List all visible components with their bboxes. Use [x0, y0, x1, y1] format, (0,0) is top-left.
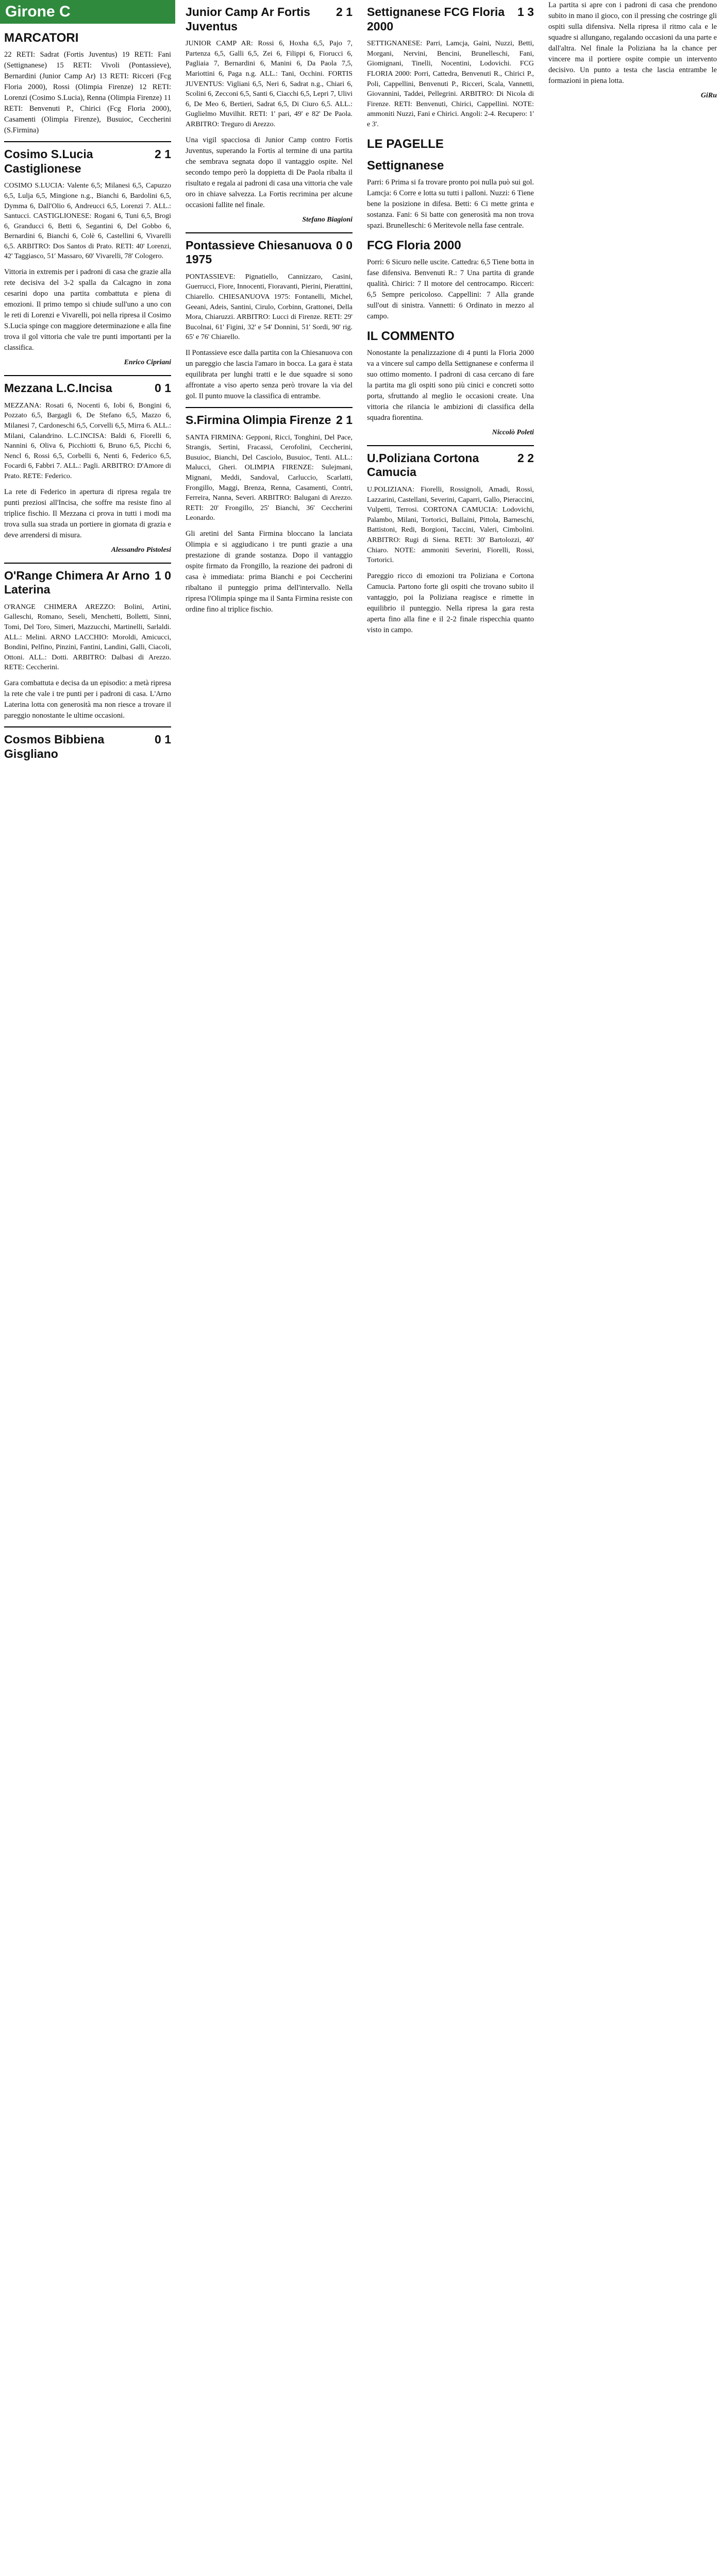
group-banner: Girone C	[0, 0, 175, 24]
match-sfirmina-olimpia	[186, 413, 353, 428]
match-report: Il Pontassieve esce dalla partita con la Chiesanuova con un pareggio che lascia l'amaro in bocca. La gara è stata equilibrata per lunghi tratti e le due squadre si sono affrontate a viso aperto senza però trovare la via del gol. Il punto muove la classifica di entrambe.	[186, 348, 353, 401]
match-lineup: MEZZANA: Rosati 6, Nocenti 6, Iobi 6, Bongini 6, Pozzato 6,5, Bargagli 6, De Stefano 6,5, Mazzo 6, Milanesi 7, Cardoneschi 6,5, Corvelli 6,5, Mirra 6. ALL.: Milani, Calandrino. L.C.INCISA: Baldi 6, Fiorelli 6, Nannini 6, Oliva 6, Picchiotti 6, Bruno 6,5, Picchi 6, Nencl 6, Rossi 6,5, Corbelli 6, Nenti 6, Federico 6,5, Focardi 6, Fabbri 7. ALL.: Pagli. ARBITRO: D'Amore di Prato. RETE: Federico.	[4, 401, 171, 480]
match-score: 1 3	[517, 5, 534, 19]
match-score: 1 0	[155, 568, 171, 582]
match-title: Mezzana L.C.Incisa	[4, 381, 112, 395]
author: Enrico Cipriani	[124, 359, 171, 367]
match-title: Cosimo S.Lucia Castiglionese	[4, 147, 93, 175]
match-title: S.Firmina Olimpia Firenze	[186, 413, 331, 427]
match-report: Una vigil spacciosa di Junior Camp contro Fortis Juventus, superando la Fortis al termine di una partita che sembrava segnata dopo il vantaggio ospite. Nel secondo tempo però la doppietta di De Paola ribalta il risultato e regala ai padroni di casa una vittoria che vale oro in chiave salvezza. La Fortis recrimina per alcune occasioni fallite nel finale.	[186, 135, 353, 209]
divider	[4, 726, 171, 727]
match-score: 2 1	[336, 413, 353, 427]
divider	[186, 407, 353, 408]
match-cosimo-castiglionese	[4, 147, 171, 176]
divider	[4, 375, 171, 376]
column-2	[181, 0, 357, 620]
match-title: O'Range Chimera Ar Arno Laterina	[4, 568, 150, 597]
match-orange-arno	[4, 569, 171, 597]
match-lineup: SETTIGNANESE: Parri, Lamcja, Gaini, Nuzzi, Betti, Morgani, Nervini, Bencini, Brunelleschi, Fani, Giomignani, Tinelli, Nocentini, Lodovichi. FCG FLORIA 2000: Porri, Cattedra, Benvenuti R., Chirici P., Poli, Cappellini, Benvenuti P., Ricceri, Scala, Vannetti, Giovannini, Taddei, Pellegrini. ARBITRO: Di Nicola di Firenze. RETI: Benvenuti, Chirici, Cappellini. NOTE: ammoniti Nuzzi, Fani e Chirici. Angoli: 2-4. Recupero: 1' e 3'.	[367, 40, 534, 128]
match-score: 0 1	[155, 733, 171, 747]
match-settignanese-floria	[367, 5, 534, 33]
match-lineup: COSIMO S.LUCIA: Valente 6,5; Milanesi 6,5, Capuzzo 6,5, Lulja 6,5, Mingione n.g., Bianchi 6, Bardolini 6,5, Dymma 6, Dall'Olio 6, Andreucci 6,5, Lorenzi 7. ALL.: Santucci. CASTIGLIONESE: Rogani 6, Tuni 6,5, Brogi 6, Granducci 6, Betti 6, Segantini 6, Del Gobbo 6, Bernardini 6, Bianchi 6, Colè 6, Castellini 6, Vivarelli 6,5. ARBITRO: Dos Santos di Prato. RETI: 40' Lorenzi, 42' Taggiasco, 51' Massaro, 60' Vivarelli, 78' Cologero.	[4, 182, 171, 261]
match-report: La partita si apre con i padroni di casa che prendono subito in mano il gioco, con il pressing che costringe gli ospiti sulla difensiva. Nella ripresa il ritmo cala e le squadre si allungano, regalando occasioni da una parte e dall'altra. Nel finale la Poliziana ha la chance per vincere ma il portiere ospite compie un intervento decisivo. Un punto a testa che lascia entrambe le formazioni in piena lotta.	[548, 1, 717, 86]
match-lineup: O'RANGE CHIMERA AREZZO: Bolini, Artini, Galleschi, Romano, Seseli, Menchetti, Bolletti, Sinni, Tomi, Del Toro, Simeri, Mazzucchi, Martinelli, Sarlaldi. ALL.: Melini. ARNO LACCHIO: Moroldi, Amicucci, Bondini, Pelfino, Pinzini, Fantini, Landini, Galli, Ciacoli, Ottoni. ALL.: Dotti. ARBITRO: Dalbasi di Arezzo. RETE: Ceccherini.	[4, 603, 171, 672]
match-lineup: U.POLIZIANA: Fiorelli, Rossignoli, Amadi, Rossi, Lazzarini, Castellani, Severini, Caparri, Gallo, Pieraccini, Vulpetti, Terrosi. CORTONA CAMUCIA: Lodovichi, Palambo, Milani, Tortorici, Bullaini, Pittola, Barneschi, Battistoni, Redi, Borgioni, Taccini, Valeri, Cimbolini. ARBITRO: Rugi di Siena. RETI: 30' Bartolozzi, 40' Chiaro. NOTE: ammoniti Severini, Fiorelli, Rossi, Tortorici.	[367, 486, 534, 565]
divider	[4, 141, 171, 142]
pagelle-team: Settignanese	[367, 158, 444, 173]
scorers-title: MARCATORI	[4, 31, 79, 45]
column-3	[363, 0, 538, 641]
divider	[367, 445, 534, 446]
match-junior-fortis	[186, 5, 353, 33]
match-poliziana-cortona	[367, 451, 534, 480]
match-score: 0 1	[155, 381, 171, 395]
match-lineup: SANTA FIRMINA: Gepponi, Ricci, Tonghini, Del Pace, Strangis, Sertini, Fracassi, Cerofolini, Ceccherini, Busuioc, Bianchi, Del Casciolo, Busuioc, Tenti. ALL.: Malucci, Gheri. OLIMPIA FIRENZE: Sulejmani, Mignani, Meddi, Sandoval, Carluccio, Scarlatti, Frongillo, Maggi, Brenza, Renna, Casamenti, Contri, Ferreira, Nanna, Severi. ARBITRO: Balugani di Arezzo. RETI: 20' Frongillo, 25' Bianchi, 36' Ceccherini Leonardo.	[186, 433, 353, 522]
match-lineup: JUNIOR CAMP AR: Rossi 6, Hoxha 6,5, Pajo 7, Partenza 6,5, Galli 6,5, Zei 6, Filippi 6, Fiorucci 6, Pagliaia 7, Bernardini 6, Manini 6, Da Paola 7,5, Mariottini 6, Paga n.g. ALL.: Tani, Occhini. FORTIS JUVENTUS: Vigliani 6,5, Neri 6, Sadrat n.g., Chiari 6, Scolini 6, Zecconi 6,5, Santi 6, Ciacchi 6,5, Lepri 7, Ulivi 6, De Meo 6, Bertieri, Sadrat 6,5, Di Ciuro 6,5. ALL.: Guglielmo Muvilhit. RETI: 1' pari, 49' e 82' De Paola. ARBITRO: Treguro di Arezzo.	[186, 40, 353, 128]
match-report: Gli aretini del Santa Firmina bloccano la lanciata Olimpia e si aggiudicano i tre punti grazie a una prestazione di grande sostanza. Dopo il vantaggio ospite firmato da Frongillo, la reazione dei padroni di casa è immediata: prima Bianchi e poi Ceccherini ribaltano il punteggio prima dell'intervallo. Nella ripresa l'Olimpia spinge ma il Santa Firmina resiste con ordine fino al triplice fischio.	[186, 530, 353, 614]
match-report: La rete di Federico in apertura di ripresa regala tre punti preziosi all'Incisa, che soffre ma resiste fino al triplice fischio. Il Mezzana ci prova in tutti i modi ma trova sulla sua strada un portiere in giornata di grazia e deve arrendersi di misura.	[4, 487, 171, 539]
match-score: 2 1	[336, 5, 353, 19]
divider	[186, 232, 353, 233]
match-title: Junior Camp Ar Fortis Juventus	[186, 5, 310, 33]
pagelle-title: LE PAGELLE	[367, 137, 444, 151]
match-title: Settignanese FCG Floria 2000	[367, 5, 505, 33]
divider	[4, 563, 171, 564]
column-1	[0, 0, 175, 766]
scorers-text: 22 RETI: Sadrat (Fortis Juventus) 19 RETI: Fani (Settignanese) 15 RETI: Vivoli (Pontassieve), Bernardini (Junior Camp Ar) 13 RETI: Ricceri (Fcg Floria 2000), Rossi (Olimpia Firenze) 12 RETI: Lorenzi (Cosimo S.Lucia), Renna (Olimpia Firenze) 11 RETI: Benvenuti P., Chirici (Fcg Floria 2000), Casamenti (Olimpia Firenze), Busuioc, Ceccherini (S.Firmina)	[4, 50, 171, 135]
match-score: 2 1	[155, 147, 171, 161]
author: Niccolò Poleti	[492, 428, 534, 436]
author: Alessandro Pistolesi	[111, 546, 171, 554]
match-title: Cosmos Bibbiena Gisgliano	[4, 733, 105, 760]
commento-text: Nonostante la penalizzazione di 4 punti la Floria 2000 va a vincere sul campo della Settignanese e conferma il suo ottimo momento. I padroni di casa cercano di fare la partita ma gli ospiti sono più cinici e concreti sotto porta, sfruttando al meglio le occasioni create. Una vittoria che rilancia le ambizioni di classifica della squadra fiorentina.	[367, 348, 534, 422]
pagelle-team: FCG Floria 2000	[367, 238, 461, 252]
commento-title: IL COMMENTO	[367, 329, 455, 343]
pagelle-text: Porri: 6 Sicuro nelle uscite. Cattedra: 6,5 Tiene botta in fase difensiva. Benvenuti R.: 7 Una partita di grande qualità. Chirici: 7 Il motore del centrocampo. Ricceri: 6,5 Sempre pericoloso. Cappellini: 7 Alla grande sull'out di sinistra. Vannetti: 6 Ordinato in mezzo al campo.	[367, 258, 534, 320]
match-lineup: PONTASSIEVE: Pignatiello, Cannizzaro, Casini, Guerrucci, Fiore, Innocenti, Fioravanti, Pierini, Pierattini, Chiarello. CHIESANUOVA 1975: Fontanelli, Michel, Geeani, Adeis, Santini, Cirulo, Corbinn, Grattonei, Della Mora, Chiaruzzi. ARBITRO: Lucci di Firenze. RETI: 29' Bucolnai, 61' Figini, 32' e 54' Donnini, 51' Sordi, 90' rig. 65' e 76' Chiarello.	[186, 273, 353, 342]
author: Stefano Biagioni	[302, 215, 353, 224]
match-title: U.Poliziana Cortona Camucia	[367, 451, 479, 479]
match-cosmos-gisgliano	[4, 733, 171, 761]
match-score: 2 2	[517, 451, 534, 465]
match-score: 0 0	[336, 238, 353, 252]
match-mezzana-incisa	[4, 381, 171, 396]
pagelle-text: Parri: 6 Prima si fa trovare pronto poi nulla può sui gol. Lamcja: 6 Corre e lotta su tutti i palloni. Nuzzi: 6 Tiene bene la posizione in difesa. Betti: 6 Ci mette grinta e sostanza. Fani: 6 Si batte con generosità ma non trova spazi. Brunelleschi: 6 Meritevole nella fase centrale.	[367, 178, 534, 230]
match-title: Pontassieve Chiesanuova 1975	[186, 238, 332, 266]
match-report: Pareggio ricco di emozioni tra Poliziana e Cortona Camucia. Partono forte gli ospiti che trovano subito il vantaggio, poi la Poliziana reagisce e rimette in equilibrio il punteggio. Nella ripresa la gara resta aperta fino alla fine e il 2-2 finale rispecchia quanto visto in campo.	[367, 571, 534, 634]
column-4	[544, 0, 721, 108]
match-report: Gara combattuta e decisa da un episodio: a metà ripresa la rete che vale i tre punti per i padroni di casa. L'Arno Laterina lotta con generosità ma non riesce a trovare il pareggio nonostante le ultime occasioni.	[4, 679, 171, 720]
match-pontassieve-chiesanuova	[186, 239, 353, 267]
author: GiRu	[700, 92, 717, 100]
match-report: Vittoria in extremis per i padroni di casa che grazie alla rete decisiva del 3-2 spalla da Calcagno in zona cesarini dopo una partita combattuta e piena di emozioni. Il primo tempo si chiude sull'uno a uno con le reti di Lorenzi e Vivarelli, poi nella ripresa il Cosimo S.Lucia spinge con maggiore determinazione e alla fine trova il gol vittoria che vale tre punti importanti per la classifica.	[4, 268, 171, 352]
